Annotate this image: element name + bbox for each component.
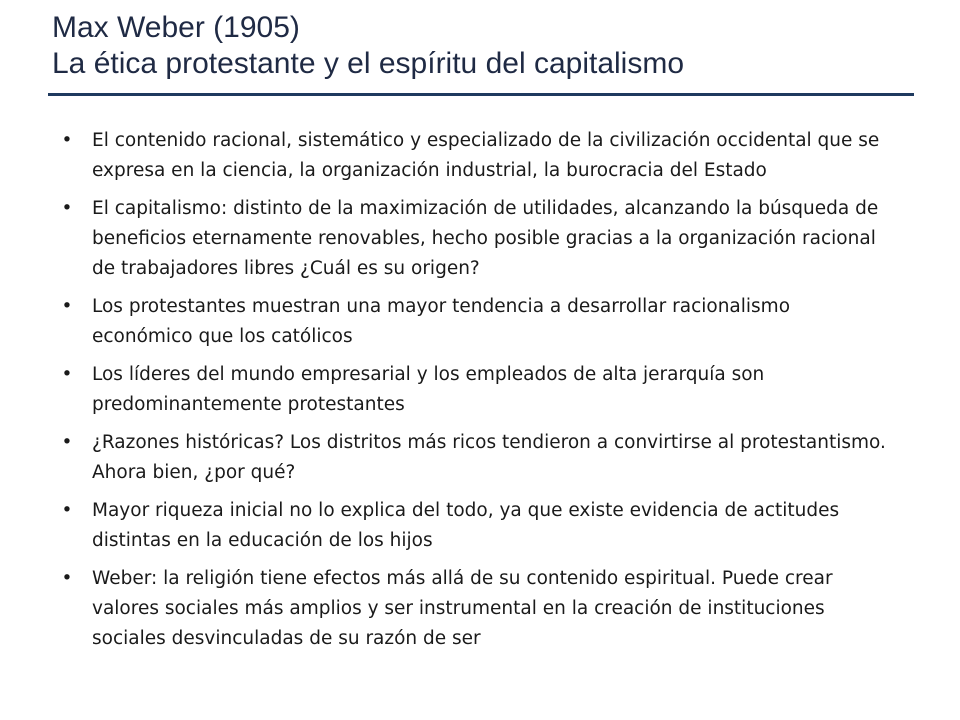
bullet-item	[52, 360, 892, 420]
bullet-text: El contenido racional, sistemático y especializado de la civilización occidental que se expresa en la ciencia, la organización industrial, la burocracia del Estado	[92, 130, 880, 181]
bullet-dot-icon: •	[61, 432, 73, 453]
bullet-item	[52, 428, 892, 488]
bullet-item	[52, 292, 892, 352]
bullet-item	[52, 194, 892, 284]
bullet-dot-icon: •	[61, 296, 73, 317]
bullet-text: ¿Razones históricas? Los distritos más ricos tendieron a convirtirse al protestantismo. Ahora bien, ¿por qué?	[92, 432, 886, 483]
slide-title-line-1: Max Weber (1905)	[52, 11, 300, 44]
bullet-dot-icon: •	[61, 130, 73, 151]
bullet-dot-icon: •	[61, 500, 73, 521]
slide-title-line-2: La ética protestante y el espíritu del capitalismo	[52, 47, 685, 80]
bullet-text: Weber: la religión tiene efectos más allá de su contenido espiritual. Puede crear valores sociales más amplios y ser instrumental en la creación de instituciones sociales desvinculadas de su razón de ser	[92, 568, 833, 649]
bullet-text: Los líderes del mundo empresarial y los empleados de alta jerarquía son predominantemente protestantes	[92, 364, 765, 415]
bullet-dot-icon: •	[61, 364, 73, 385]
bullet-item	[52, 564, 892, 654]
bullet-text: Los protestantes muestran una mayor tendencia a desarrollar racionalismo económico que los católicos	[92, 296, 791, 347]
bullet-text: El capitalismo: distinto de la maximización de utilidades, alcanzando la búsqueda de beneficios eternamente renovables, hecho posible gracias a la organización racional de trabajadores libres ¿Cuál es su origen?	[92, 198, 879, 279]
bullet-list	[52, 126, 892, 662]
bullet-text: Mayor riqueza inicial no lo explica del todo, ya que existe evidencia de actitudes distintas en la educación de los hijos	[92, 500, 840, 551]
title-underline-rule	[48, 93, 914, 96]
bullet-dot-icon: •	[61, 568, 73, 589]
slide-title	[52, 10, 912, 82]
bullet-item	[52, 496, 892, 556]
bullet-dot-icon: •	[61, 198, 73, 219]
bullet-item	[52, 126, 892, 186]
